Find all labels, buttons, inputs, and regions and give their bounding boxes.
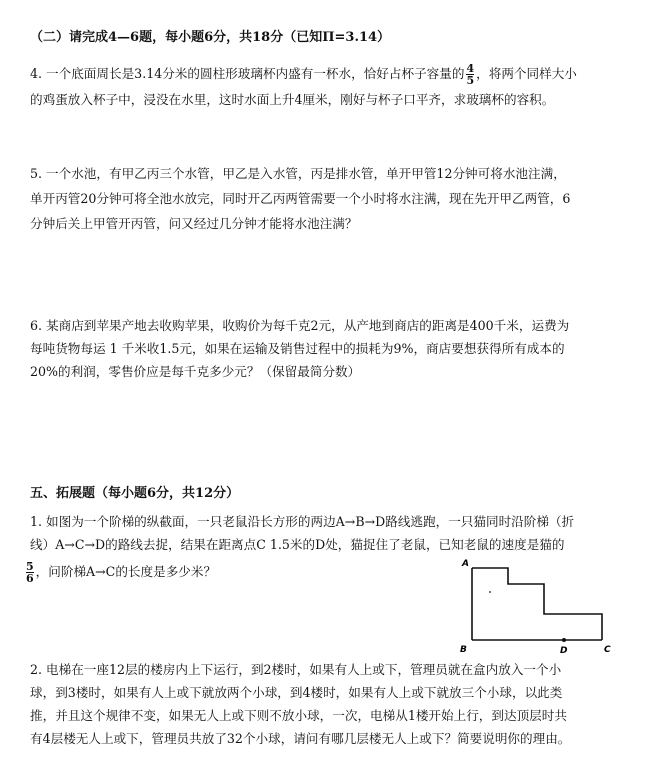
fraction-four-fifths <box>466 63 474 86</box>
label-c: C <box>604 645 611 655</box>
fraction-numerator: 4 <box>466 62 475 75</box>
question-4-line-2: 的鸡蛋放入杯子中，浸没在水里，这时水面上升4厘米，刚好与杯子口平齐，求玻璃杯的容积。 <box>30 92 555 107</box>
fraction-denominator: 6 <box>26 572 34 585</box>
fraction-five-sixths <box>26 561 34 584</box>
q4-text-b: ，将两个同样大小 <box>476 66 577 81</box>
section-heading-extension: 五、拓展题（每小题6分，共12分） <box>30 486 240 501</box>
question-5-line-1: 5. 一个水池，有甲乙丙三个水管，甲乙是入水管，丙是排水管，单开甲管12分钟可将水池注满， <box>30 166 566 181</box>
label-a: A <box>462 559 469 569</box>
extension-2-line-4: 有4层楼无人上或下，管理员共放了32个小球，请问有哪几层楼无人上或下？简要说明你的理由。 <box>30 731 571 746</box>
extension-2-line-2: 球，到3楼时，如果有人上或下就放两个小球，到4楼时，如果有人上或下就放三个小球，以此类 <box>30 685 563 700</box>
extension-1-line-3 <box>24 561 216 584</box>
staircase-diagram <box>450 560 620 655</box>
section-heading: （二）请完成4—6题，每小题6分，共18分（已知Π=3.14） <box>30 30 391 45</box>
staircase-path <box>472 568 602 640</box>
q4-text-a: 4. 一个底面周长是3.14分米的圆柱形玻璃杯内盛有一杯水，恰好占杯子容量的 <box>30 66 465 81</box>
question-5-line-3: 分钟后关上甲管开丙管，问又经过几分钟才能将水池注满？ <box>30 216 358 231</box>
stray-dot <box>489 591 491 593</box>
fraction-denominator: 5 <box>466 74 475 87</box>
extension-2-line-3: 推，并且这个规律不变，如果无人上或下则不放小球，一次，电梯从1楼开始上行，到达顶层时共 <box>30 708 567 723</box>
extension-1-line-1: 1. 如图为一个阶梯的纵截面，一只老鼠沿长方形的两边A→B→D路线逃跑，一只猫同时沿阶梯（折 <box>30 514 575 529</box>
question-4-line-1 <box>30 63 577 86</box>
question-5-line-2: 单开丙管20分钟可将全池水放完，同时开乙丙两管需要一个小时将水注满，现在先开甲乙两管，6 <box>30 191 571 206</box>
extension-1-line-2: 线）A→C→D的路线去捉，结果在距离点C 1.5米的D处，猫捉住了老鼠，已知老鼠的速度是猫的 <box>30 537 565 552</box>
label-b: B <box>460 645 467 655</box>
question-6-line-2: 每吨货物每运 1 千米收1.5元，如果在运输及销售过程中的损耗为9%，商店要想获得所有成本的 <box>30 341 565 356</box>
extension-2-line-1: 2. 电梯在一座12层的楼房内上下运行，到2楼时，如果有人上或下，管理员就在盒内放入一个小 <box>30 662 562 677</box>
fraction-numerator: 5 <box>26 560 34 573</box>
staircase-svg <box>450 560 620 655</box>
question-6-line-1: 6. 某商店到苹果产地去收购苹果，收购价为每千克2元，从产地到商店的距离是400千米，运费为 <box>30 318 570 333</box>
label-d: D <box>560 646 568 656</box>
question-6-line-3: 20%的利润，零售价应是每千克多少元？（保留最简分数） <box>30 364 361 379</box>
e1-text-c: ，问阶梯A→C的长度是多少米？ <box>35 564 217 579</box>
point-d <box>562 638 566 642</box>
